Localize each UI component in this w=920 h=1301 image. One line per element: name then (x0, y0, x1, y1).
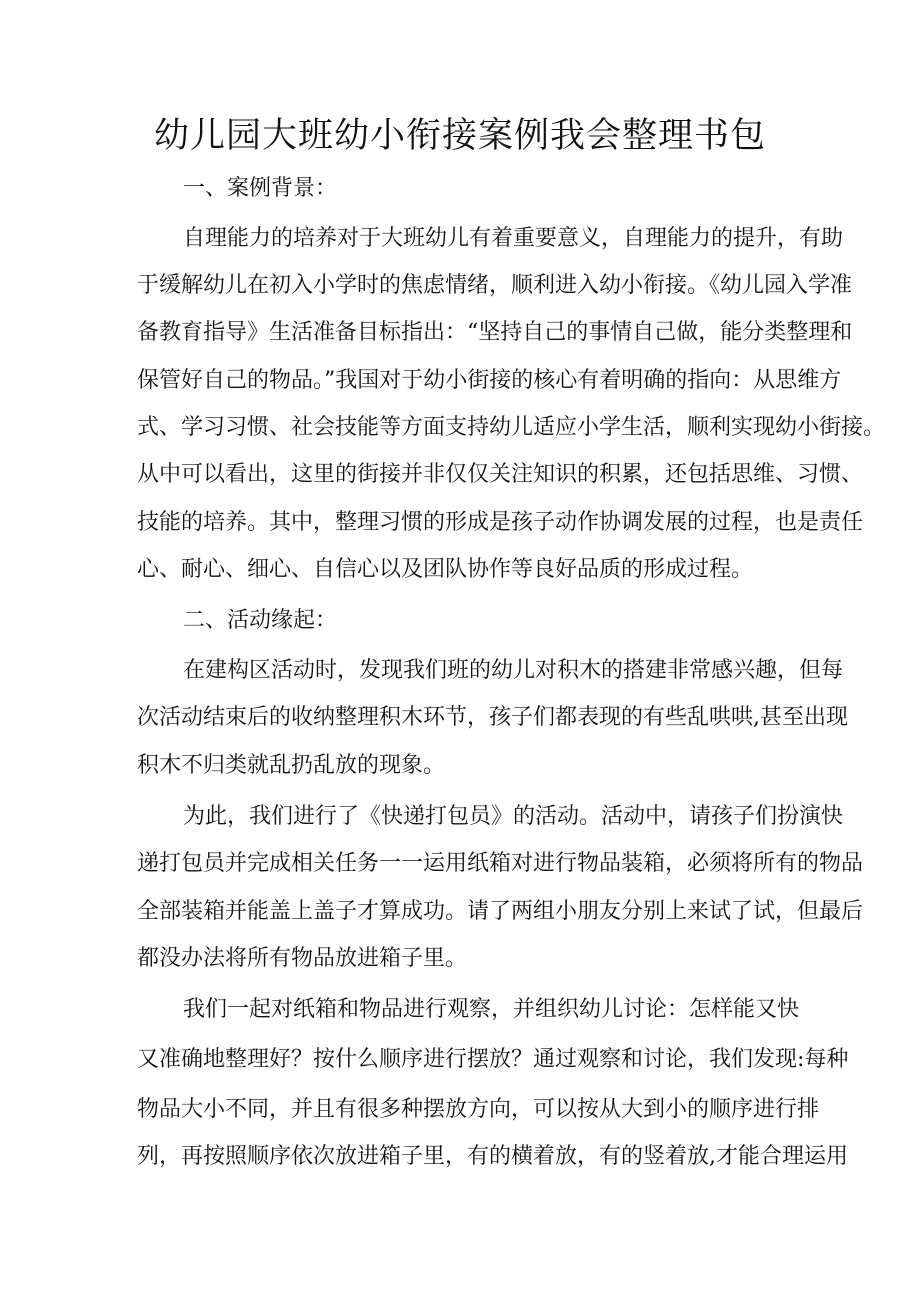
paragraph-line: 积木不归类就乱扔乱放的现象。 (137, 753, 446, 778)
paragraph-line: 备教育指导》生活准备目标指出：“坚持自己的事情自己做，能分类整理和 (137, 320, 853, 345)
paragraph-line: 列，再按照顺序依次放进箱子里，有的横着放，有的竖着放,才能合理运用 (137, 1144, 848, 1169)
paragraph-line: 次活动结束后的收纳整理积木环节，孩子们都表现的有些乱哄哄,甚至出现 (137, 705, 848, 730)
paragraph-line: 心、耐心、细心、自信心以及团队协作等良好品质的形成过程。 (137, 557, 754, 582)
paragraph-line: 式、学习习惯、社会技能等方面支持幼儿适应小学生活，顺利实现幼小街接。 (137, 415, 886, 440)
paragraph-line: 自理能力的培养对于大班幼儿有着重要意义，自理能力的提升，有助 (183, 226, 844, 251)
paragraph-line: 为此，我们进行了《快递打包员》的活动。活动中，请孩子们扮演快 (183, 804, 844, 829)
section-heading-background: 一、案例背景： (183, 176, 338, 201)
document-title: 幼儿园大班幼小衔接案例我会整理书包 (153, 116, 766, 156)
section-heading-origin: 二、活动缘起： (183, 608, 338, 633)
paragraph-line: 物品大小不同，并且有很多种摆放方向，可以按从大到小的顺序进行排 (137, 1097, 820, 1122)
paragraph-line: 我们一起对纸箱和物品进行观察，并组织幼儿讨论：怎样能又快 (183, 997, 800, 1022)
paragraph-line: 全部装箱并能盖上盖子才算成功。请了两组小朋友分别上来试了试，但最后 (137, 899, 864, 924)
paragraph-line: 又准确地整理好？按什么顺序进行摆放？通过观察和讨论，我们发现:每种 (137, 1047, 849, 1072)
paragraph-line: 递打包员并完成相关任务一一运用纸箱对进行物品装箱，必须将所有的物品 (137, 851, 864, 876)
paragraph-line: 保管好自己的物品。”我国对于幼小街接的核心有着明确的指向：从思维方 (137, 368, 842, 393)
paragraph-line: 在建构区活动时，发现我们班的幼儿对积木的搭建非常感兴趣，但每 (183, 658, 844, 683)
paragraph-line: 都没办法将所有物品放进箱子里。 (137, 946, 468, 971)
paragraph-line: 技能的培养。其中，整理习惯的形成是孩子动作协调发展的过程，也是责任 (137, 510, 864, 535)
paragraph-line: 从中可以看出，这里的街接并非仅仅关注知识的积累，还包括思维、习惯、 (137, 462, 864, 487)
paragraph-line: 于缓解幼儿在初入小学时的焦虑情绪，顺利进入幼小衔接。《幼儿园入学准 (137, 273, 853, 298)
